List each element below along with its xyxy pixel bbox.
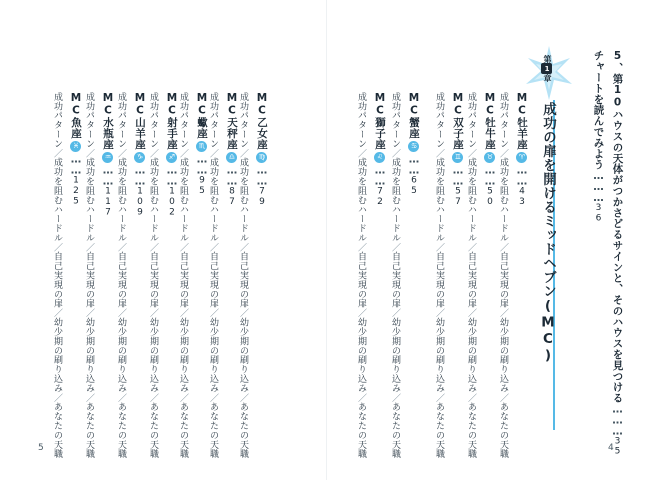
subtopic-p3: 自己実現の扉 <box>148 251 158 309</box>
toc-entry-page: 109 <box>135 186 145 218</box>
subtopic-p5: あなたの天職 <box>178 402 188 459</box>
sagittarius-icon: ♐ <box>168 152 176 162</box>
toc-entry-page: 87 <box>227 186 237 208</box>
subtopic-p4: 幼少期の刷り込み <box>84 317 94 393</box>
separator: ／ <box>148 148 158 158</box>
separator: ／ <box>238 392 248 403</box>
toc-entry-page: 95 <box>197 175 207 197</box>
subtopic-p1: 成功パターン <box>238 92 248 149</box>
separator: ／ <box>356 148 366 158</box>
separator: ／ <box>356 308 366 318</box>
subtopic-p5: あなたの天職 <box>434 402 444 459</box>
subtopic-p5: あなたの天職 <box>390 402 400 459</box>
subtopic-p2: 成功を阻むハードル <box>390 157 400 243</box>
separator: ／ <box>238 148 248 158</box>
separator: ／ <box>434 242 444 252</box>
subtopic-p4: 幼少期の刷り込み <box>498 317 508 393</box>
separator: ／ <box>466 392 476 403</box>
separator: ／ <box>434 148 444 158</box>
subtopic-p4: 幼少期の刷り込み <box>116 317 126 393</box>
separator: ／ <box>390 148 400 158</box>
subtopic-p1: 成功パターン <box>434 92 444 149</box>
subtopic-p4: 幼少期の刷り込み <box>52 317 62 393</box>
toc-entry-page: 50 <box>485 186 495 208</box>
leader-dots: …… <box>226 164 238 187</box>
separator: ／ <box>356 242 366 252</box>
leader-dots: …… <box>374 164 386 187</box>
subtopic-p2: 成功を阻むハードル <box>434 157 444 243</box>
toc-entry-subtopics <box>356 92 365 459</box>
separator: ／ <box>390 308 400 318</box>
subtopic-p1: 成功パターン <box>356 92 366 149</box>
leader-dots: …… <box>102 164 114 187</box>
subtopic-p4: 幼少期の刷り込み <box>208 317 218 393</box>
separator: ／ <box>84 148 94 158</box>
separator: ／ <box>238 242 248 252</box>
separator: ／ <box>84 392 94 403</box>
separator: ／ <box>498 308 508 318</box>
page-number-right: 4 <box>608 443 614 453</box>
subtopic-p5: あなたの天職 <box>356 402 366 459</box>
toc-entry-name: MC牡羊座 <box>516 92 528 150</box>
scorpio-icon: ♏ <box>198 141 206 151</box>
separator: ／ <box>208 308 218 318</box>
toc-entry-subtopics <box>498 92 507 459</box>
subtopic-p1: 成功パターン <box>466 92 476 149</box>
leader-dots: …… <box>452 164 464 187</box>
toc-entry-subtopics <box>208 92 217 459</box>
separator: ／ <box>466 148 476 158</box>
toc-entry-name: MC射手座 <box>166 92 178 150</box>
taurus-icon: ♉ <box>486 152 494 162</box>
toc-entry-title <box>134 92 145 218</box>
toc-entry-page: 79 <box>257 186 267 208</box>
toc-entry-title <box>484 92 495 207</box>
toc-entry-subtopics <box>52 92 61 459</box>
toc-entry-title <box>408 92 419 196</box>
separator: ／ <box>208 148 218 158</box>
chapter-label-post: 章 <box>543 74 552 82</box>
separator: ／ <box>356 392 366 403</box>
separator: ／ <box>52 148 62 158</box>
separator: ／ <box>434 392 444 403</box>
toc-entry-subtopics <box>116 92 125 459</box>
cancer-icon: ♋ <box>410 141 418 151</box>
subtopic-p1: 成功パターン <box>116 92 126 149</box>
toc-entry-title <box>374 92 385 207</box>
subtopic-p3: 自己実現の扉 <box>178 251 188 309</box>
toc-entry-name: MC魚座 <box>70 92 82 139</box>
toc-entry-subtopics <box>466 92 475 459</box>
separator: ／ <box>208 392 218 403</box>
intro-line-1-text: 5、第10ハウスの天体がつかさどるサインと、そのハウスを見つける <box>611 50 624 404</box>
separator: ／ <box>52 242 62 252</box>
toc-entry-page: 65 <box>409 175 419 197</box>
intro-line-1: 5、第10ハウスの天体がつかさどるサインと、そのハウスを見つける………35 <box>611 50 624 458</box>
chapter-label <box>541 55 553 82</box>
toc-entry-title <box>102 92 113 218</box>
subtopic-p3: 自己実現の扉 <box>466 251 476 309</box>
intro-line-2-text: チャートを読んでみよう <box>592 50 605 170</box>
subtopic-p3: 自己実現の扉 <box>238 251 248 309</box>
toc-entry-name: MC双子座 <box>452 92 464 150</box>
separator: ／ <box>116 148 126 158</box>
toc-entry-name: MC牡牛座 <box>484 92 496 150</box>
subtopic-p2: 成功を阻むハードル <box>498 157 508 243</box>
subtopic-p2: 成功を阻むハードル <box>466 157 476 243</box>
leader-dots: …… <box>408 153 420 176</box>
subtopic-p3: 自己実現の扉 <box>356 251 366 309</box>
toc-entry-name: MC蠍座 <box>196 92 208 139</box>
chapter-title: 成功の扉を開けるミッドヘブン(MC) <box>540 102 556 364</box>
subtopic-p3: 自己実現の扉 <box>116 251 126 309</box>
toc-entry-title <box>196 92 207 196</box>
leo-icon: ♌ <box>376 152 384 162</box>
separator: ／ <box>52 392 62 403</box>
libra-icon: ♎ <box>228 152 236 162</box>
separator: ／ <box>208 242 218 252</box>
toc-entry-page: 72 <box>375 186 385 208</box>
toc-entry-subtopics <box>84 92 93 459</box>
separator: ／ <box>498 392 508 403</box>
subtopic-p1: 成功パターン <box>178 92 188 149</box>
subtopic-p5: あなたの天職 <box>148 402 158 459</box>
capricorn-icon: ♑ <box>136 152 144 162</box>
intro-line-2: チャートを読んでみよう………36 <box>592 50 605 224</box>
subtopic-p5: あなたの天職 <box>498 402 508 459</box>
virgo-icon: ♍ <box>258 152 266 162</box>
subtopic-p5: あなたの天職 <box>52 402 62 459</box>
subtopic-p4: 幼少期の刷り込み <box>178 317 188 393</box>
toc-entry-name: MC水瓶座 <box>102 92 114 150</box>
toc-entry-title <box>452 92 463 207</box>
toc-entry-title <box>166 92 177 218</box>
toc-entry-page: 57 <box>453 186 463 208</box>
separator: ／ <box>466 308 476 318</box>
subtopic-p2: 成功を阻むハードル <box>84 157 94 243</box>
toc-entry-page: 117 <box>103 186 113 218</box>
subtopic-p3: 自己実現の扉 <box>52 251 62 309</box>
subtopic-p5: あなたの天職 <box>84 402 94 459</box>
toc-entry-title <box>256 92 267 207</box>
separator: ／ <box>116 392 126 403</box>
subtopic-p1: 成功パターン <box>208 92 218 149</box>
page-gutter <box>326 0 327 480</box>
leader-dots: …… <box>516 164 528 187</box>
toc-entry-subtopics <box>390 92 399 459</box>
leader-dots: …… <box>256 164 268 187</box>
leader-dots: …… <box>196 153 208 176</box>
separator: ／ <box>178 392 188 403</box>
toc-entry-page: 102 <box>167 186 177 218</box>
subtopic-p1: 成功パターン <box>148 92 158 149</box>
separator: ／ <box>434 308 444 318</box>
leader-dots: …… <box>166 164 178 187</box>
toc-entry-subtopics <box>238 92 247 459</box>
separator: ／ <box>178 308 188 318</box>
subtopic-p2: 成功を阻むハードル <box>208 157 218 243</box>
toc-entry-subtopics <box>148 92 157 459</box>
subtopic-p2: 成功を阻むハードル <box>238 157 248 243</box>
pisces-icon: ♓ <box>72 141 80 151</box>
subtopic-p1: 成功パターン <box>390 92 400 149</box>
intro-line-2-page: 36 <box>593 202 604 224</box>
toc-entry-page: 125 <box>71 175 81 207</box>
subtopic-p2: 成功を阻むハードル <box>148 157 158 243</box>
subtopic-p3: 自己実現の扉 <box>84 251 94 309</box>
aries-icon: ♈ <box>518 152 526 162</box>
separator: ／ <box>148 308 158 318</box>
subtopic-p4: 幼少期の刷り込み <box>390 317 400 393</box>
chapter-number: 1 <box>543 64 551 73</box>
separator: ／ <box>148 242 158 252</box>
subtopic-p4: 幼少期の刷り込み <box>466 317 476 393</box>
separator: ／ <box>84 242 94 252</box>
gemini-icon: ♊ <box>454 152 462 162</box>
toc-entry-name: MC乙女座 <box>256 92 268 150</box>
toc-entry-subtopics <box>434 92 443 459</box>
separator: ／ <box>466 242 476 252</box>
separator: ／ <box>116 308 126 318</box>
subtopic-p4: 幼少期の刷り込み <box>238 317 248 393</box>
separator: ／ <box>148 392 158 403</box>
subtopic-p5: あなたの天職 <box>208 402 218 459</box>
subtopic-p4: 幼少期の刷り込み <box>148 317 158 393</box>
toc-entry-title <box>226 92 237 207</box>
intro-line-1-page: 35 <box>612 436 623 458</box>
toc-entry-name: MC蟹座 <box>408 92 420 139</box>
subtopic-p2: 成功を阻むハードル <box>178 157 188 243</box>
separator: ／ <box>390 242 400 252</box>
subtopic-p5: あなたの天職 <box>116 402 126 459</box>
leader-dots: …… <box>484 164 496 187</box>
separator: ／ <box>498 242 508 252</box>
subtopic-p5: あなたの天職 <box>238 402 248 459</box>
subtopic-p4: 幼少期の刷り込み <box>434 317 444 393</box>
subtopic-p2: 成功を阻むハードル <box>52 157 62 243</box>
separator: ／ <box>390 392 400 403</box>
subtopic-p5: あなたの天職 <box>466 402 476 459</box>
subtopic-p2: 成功を阻むハードル <box>356 157 366 243</box>
subtopic-p3: 自己実現の扉 <box>498 251 508 309</box>
subtopic-p3: 自己実現の扉 <box>208 251 218 309</box>
toc-entry-title <box>516 92 527 207</box>
toc-entry-name: MC天秤座 <box>226 92 238 150</box>
separator: ／ <box>116 242 126 252</box>
toc-entry-title <box>70 92 81 207</box>
toc-entry-name: MC獅子座 <box>374 92 386 150</box>
subtopic-p1: 成功パターン <box>52 92 62 149</box>
separator: ／ <box>178 242 188 252</box>
subtopic-p3: 自己実現の扉 <box>390 251 400 309</box>
toc-entry-subtopics <box>178 92 187 459</box>
toc-entry-name: MC山羊座 <box>134 92 146 150</box>
separator: ／ <box>178 148 188 158</box>
subtopic-p1: 成功パターン <box>498 92 508 149</box>
leader-dots: …… <box>70 153 82 176</box>
chapter-label-pre: 第 <box>543 55 552 63</box>
subtopic-p4: 幼少期の刷り込み <box>356 317 366 393</box>
separator: ／ <box>498 148 508 158</box>
leader-dots: …… <box>134 164 146 187</box>
subtopic-p3: 自己実現の扉 <box>434 251 444 309</box>
page-number-left: 5 <box>38 443 44 453</box>
separator: ／ <box>52 308 62 318</box>
aquarius-icon: ♒ <box>104 152 112 162</box>
separator: ／ <box>238 308 248 318</box>
subtopic-p2: 成功を阻むハードル <box>116 157 126 243</box>
separator: ／ <box>84 308 94 318</box>
subtopic-p1: 成功パターン <box>84 92 94 149</box>
toc-entry-page: 43 <box>517 186 527 208</box>
